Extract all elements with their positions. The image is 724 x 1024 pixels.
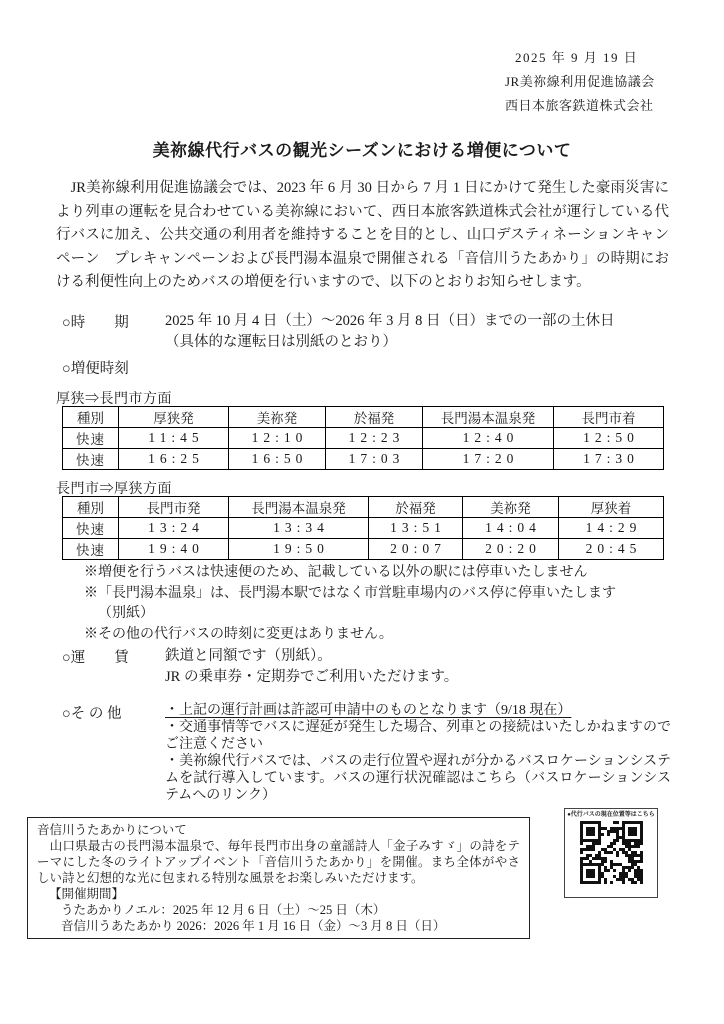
note-line: ※「長門湯本温泉」は、長門湯本駅ではなく市営駐車場内のバス停に停車いたします	[84, 585, 616, 601]
time-cell: 11:45	[119, 428, 229, 449]
table-row	[63, 449, 664, 470]
time-cell: 17:20	[423, 449, 554, 470]
time-cell: 13:51	[369, 518, 463, 539]
time-cell: 20:07	[369, 539, 463, 560]
timetable-asa-to-nagato	[62, 406, 664, 470]
org-jr-west: 西日本旅客鉄道株式会社	[505, 98, 654, 113]
others-bullet-delay-notice: ・交通事情等でバスに遅延が発生した場合、列車との接続はいたしかねますのでご注意ください	[165, 720, 671, 752]
others-label: ○そ の 他	[62, 706, 122, 722]
section-fare	[62, 646, 458, 687]
notes-block	[84, 563, 659, 645]
fare-line: 鉄道と同額です（別紙）。	[165, 648, 332, 664]
schedule-heading: ○増便時刻	[62, 361, 129, 377]
col-nagatoyumoto-dep: 長門湯本温泉発	[229, 497, 369, 518]
fare-label: ○運 賃	[62, 650, 129, 666]
qr-panel	[564, 808, 658, 898]
col-asa-dep: 厚狭発	[119, 407, 229, 428]
time-cell: 12:40	[423, 428, 554, 449]
info-box-schedule-noel: うたあかりノエル：2025 年 12 月 6 日（土）～25 日（木）	[61, 903, 386, 917]
intro-paragraph: JR美祢線利用促進協議会では、2023 年 6 月 30 日から 7 月 1 日にかけて発生した豪雨災害により列車の運転を見合わせている美祢線において、西日本旅客鉄道株式会社が運行している代行バスに加え、公共交通の利用者を維持することを目的とし、山口デスティネーションキャンペーン プレキャンペーンおよび長門湯本温泉で開催される「音信川うたあかり」の時期における利便性向上のためバスの増便を行いますので、以下のとおりお知らせします。	[56, 180, 669, 290]
time-cell: 12:23	[326, 428, 423, 449]
train-type: 快速	[63, 449, 119, 470]
table-header-row	[63, 497, 664, 518]
col-nagatoyumoto-dep: 長門湯本温泉発	[423, 407, 554, 428]
table-row	[63, 539, 664, 560]
qr-code-icon	[580, 821, 643, 884]
time-cell: 17:30	[554, 449, 664, 470]
col-mine-dep: 美祢発	[463, 497, 559, 518]
others-bullet-bus-location: ・美祢線代行バスでは、バスの走行位置や遅れが分かるバスロケーションシステムを試行導入しています。バスの運行状況確認はこちら（バスロケーションシステムへのリンク）	[165, 754, 671, 803]
fare-line: JR の乗車券・定期券でご利用いただけます。	[165, 668, 459, 685]
time-cell: 14:04	[463, 518, 559, 539]
train-type: 快速	[63, 518, 119, 539]
note-line: ※その他の代行バスの時刻に変更はありません。	[84, 626, 393, 642]
time-cell: 16:25	[119, 449, 229, 470]
document-date: 2025 年 9 月 19 日	[515, 50, 639, 65]
period-note: （具体的な運転日は別紙のとおり）	[165, 333, 397, 350]
col-ofuku-dep: 於福発	[369, 497, 463, 518]
page-title: 美祢線代行バスの観光シーズンにおける増便について	[152, 141, 572, 160]
time-cell: 12:50	[554, 428, 664, 449]
fare-content	[165, 646, 458, 687]
period-label: ○時 期	[62, 315, 129, 331]
table-row	[63, 518, 664, 539]
time-cell: 14:29	[559, 518, 664, 539]
time-cell: 19:50	[229, 539, 369, 560]
table-header-row	[63, 407, 664, 428]
period-value: 2025 年 10 月 4 日（土）～2026 年 3 月 8 日（日）までの一部の土休日	[165, 313, 615, 329]
info-box-body: 山口県最古の長門湯本温泉で、毎年長門市出身の童謡詩人「金子みすゞ」の詩をテーマにした冬のライトアップイベント「音信川うたあかり」を開催。まち全体がやさしい詩と幻想的な光に包まれる特別な風景をお楽しみいただけます。	[37, 839, 520, 885]
time-cell: 20:20	[463, 539, 559, 560]
col-type: 種別	[63, 497, 119, 518]
info-box-schedule-2026: 音信川うあたあかり 2026：2026 年 1 月 16 日（金）～3 月 8 日（日）	[61, 919, 446, 933]
time-cell: 13:24	[119, 518, 229, 539]
table-row	[63, 428, 664, 449]
col-nagatoshi-dep: 長門市発	[119, 497, 229, 518]
col-mine-dep: 美祢発	[229, 407, 326, 428]
org-council: JR美祢線利用促進協議会	[505, 74, 655, 89]
info-box-schedule-heading: 【開催期間】	[49, 887, 125, 901]
time-cell: 17:03	[326, 449, 423, 470]
col-nagatoshi-arr: 長門市着	[554, 407, 664, 428]
document-header	[505, 46, 655, 118]
info-box-title: 音信川うたあかりについて	[37, 823, 187, 837]
time-cell: 19:40	[119, 539, 229, 560]
col-ofuku-dep: 於福発	[326, 407, 423, 428]
section-period	[62, 311, 615, 352]
section-others	[62, 702, 671, 804]
col-type: 種別	[63, 407, 119, 428]
time-cell: 13:34	[229, 518, 369, 539]
qr-caption: ●代行バスの現在位置等はこちら	[567, 812, 655, 818]
time-cell: 16:50	[229, 449, 326, 470]
table-direction-nagato-to-asa: 長門市⇒厚狭方面	[56, 482, 172, 497]
timetable-nagato-to-asa	[62, 496, 664, 560]
time-cell: 12:10	[229, 428, 326, 449]
period-content	[165, 311, 615, 352]
utaakari-info-box	[27, 817, 530, 939]
train-type: 快速	[63, 428, 119, 449]
note-line: （別紙）	[98, 606, 154, 621]
col-asa-arr: 厚狭着	[559, 497, 664, 518]
table-direction-asa-to-nagato: 厚狭⇒長門市方面	[56, 392, 172, 407]
train-type: 快速	[63, 539, 119, 560]
others-content	[165, 702, 671, 804]
others-bullet-application-status: ・上記の運行計画は許認可申請中のものとなります（9/18 現在）	[165, 703, 572, 718]
note-line: ※増便を行うバスは快速便のため、記載している以外の駅には停車いたしません	[84, 565, 588, 580]
time-cell: 20:45	[559, 539, 664, 560]
